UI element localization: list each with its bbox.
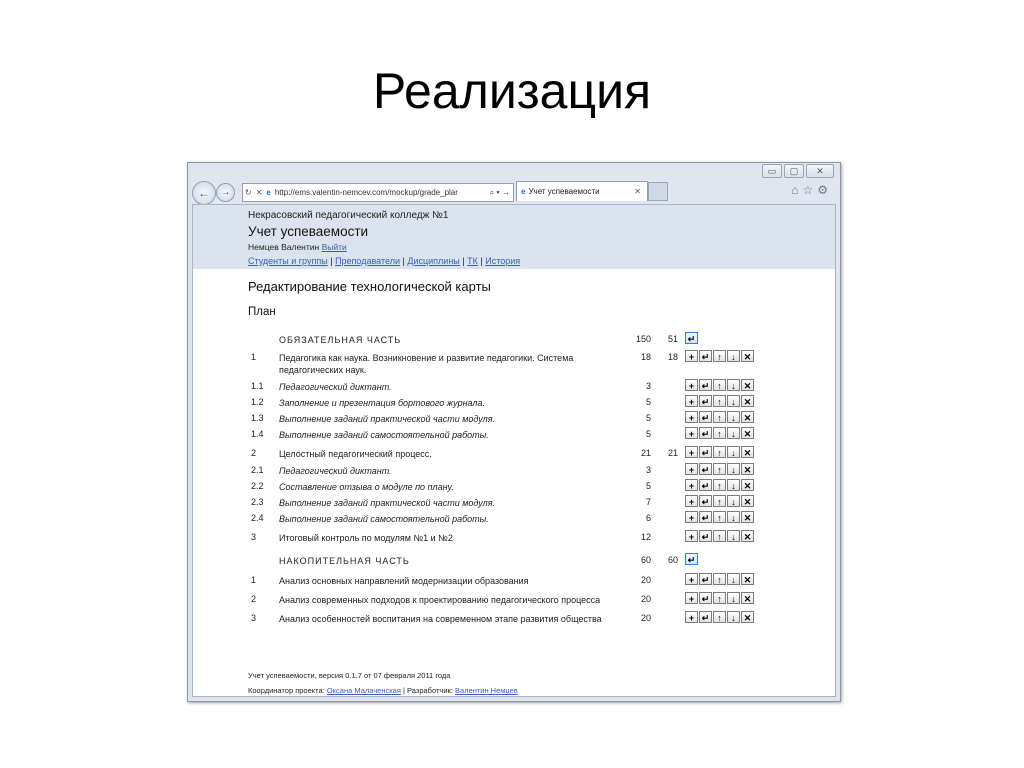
row-actions [685,379,754,391]
row-actions [685,611,754,623]
row-hours-sum: 18 [667,352,678,362]
move-up-button[interactable]: ↑ [713,511,726,523]
delete-button[interactable]: ✕ [741,495,754,507]
row-number: 2 [251,594,257,604]
address-tools [487,184,510,201]
move-down-button[interactable]: ↓ [727,411,740,423]
row-title: Выполнение заданий практической части модуля. [279,498,496,508]
row-actions [685,411,754,423]
move-down-button[interactable]: ↓ [727,463,740,475]
developer-link[interactable]: Валентин Немцев [454,686,518,695]
nav-separator: | [330,256,333,266]
enter-button[interactable]: ↵ [699,479,712,491]
add-button[interactable]: + [685,573,698,585]
move-down-button[interactable]: ↓ [727,530,740,542]
enter-button[interactable]: ↵ [699,511,712,523]
row-hours-total: 3 [645,465,651,475]
dropdown-icon[interactable]: ▾ [496,188,500,197]
search-icon[interactable]: ⌕ [489,188,495,197]
browser-tab[interactable] [516,181,648,201]
row-number: 2 [251,448,257,458]
row-hours-total: 60 [640,555,651,565]
browser-window [187,162,841,702]
site-title: Учет успеваемости [248,224,369,239]
page-heading: Редактирование технологической карты [248,279,491,294]
nav-history[interactable]: История [485,256,521,266]
move-up-button[interactable]: ↑ [713,573,726,585]
page-content [192,204,836,697]
minimize-button[interactable]: ▭ [762,164,782,178]
add-button[interactable]: + [685,611,698,623]
site-header [193,205,835,269]
add-button[interactable]: + [685,479,698,491]
browser-right-icons [791,183,832,197]
move-down-button[interactable]: ↓ [727,350,740,362]
favorites-icon[interactable]: ☆ [802,183,818,197]
delete-button[interactable]: ✕ [741,350,754,362]
row-title: НАКОПИТЕЛЬНАЯ ЧАСТЬ [279,556,410,566]
main-nav [248,256,520,266]
enter-button[interactable]: ↵ [685,553,698,565]
logout-link[interactable]: Выйти [321,242,347,252]
add-button[interactable]: + [685,411,698,423]
move-down-button[interactable]: ↓ [727,446,740,458]
add-button[interactable]: + [685,427,698,439]
row-number: 1.4 [251,429,264,439]
enter-button[interactable]: ↵ [699,379,712,391]
row-title: Анализ особенностей воспитания на современном этапе развития общества [279,614,602,624]
row-hours-total: 20 [640,575,651,585]
move-up-button[interactable]: ↑ [713,463,726,475]
row-title: Заполнение и презентация бортового журнала. [279,398,486,408]
nav-tk[interactable]: ТК [467,256,478,266]
row-title: Выполнение заданий самостоятельной работы. [279,514,489,524]
delete-button[interactable]: ✕ [741,395,754,407]
delete-button[interactable]: ✕ [741,446,754,458]
move-up-button[interactable]: ↑ [713,530,726,542]
go-icon[interactable]: → [502,188,510,197]
move-down-button[interactable]: ↓ [727,573,740,585]
row-number: 3 [251,613,257,623]
move-down-button[interactable]: ↓ [727,611,740,623]
move-up-button[interactable]: ↑ [713,495,726,507]
row-hours-total: 5 [645,413,651,423]
forward-button[interactable]: → [216,183,235,202]
row-number: 2.1 [251,465,264,475]
maximize-button[interactable]: ▢ [784,164,804,178]
user-name: Немцев Валентин [248,242,320,252]
row-hours-total: 150 [635,334,651,344]
row-hours-total: 20 [640,594,651,604]
footer-version: Учет успеваемости, версия 0.1.7 от 07 февраля 2011 года [248,671,451,680]
enter-button[interactable]: ↵ [699,495,712,507]
row-number: 3 [251,532,257,542]
delete-button[interactable]: ✕ [741,530,754,542]
row-title: Педагогический диктант. [279,466,392,476]
move-up-button[interactable]: ↑ [713,592,726,604]
enter-button[interactable]: ↵ [699,427,712,439]
row-title: Составление отзыва о модуле по плану. [279,482,454,492]
row-actions [685,427,754,439]
add-button[interactable]: + [685,463,698,475]
row-hours-total: 5 [645,429,651,439]
move-up-button[interactable]: ↑ [713,411,726,423]
move-up-button[interactable]: ↑ [713,395,726,407]
enter-button[interactable]: ↵ [699,411,712,423]
row-hours-sum: 21 [667,448,678,458]
enter-button[interactable]: ↵ [699,611,712,623]
move-down-button[interactable]: ↓ [727,395,740,407]
row-number: 1 [251,575,257,585]
move-up-button[interactable]: ↑ [713,379,726,391]
tab-ie-icon: e [521,187,526,196]
add-button[interactable]: + [685,511,698,523]
footer-separator: | [403,686,405,695]
nav-separator: | [480,256,483,266]
row-actions [685,332,698,344]
coordinator-label: Координатор проекта: [248,686,325,695]
user-line [248,242,347,252]
add-button[interactable]: + [685,350,698,362]
plan-heading: План [248,306,276,318]
row-title: Итоговый контроль по модулям №1 и №2 [279,533,453,543]
tab-close-icon[interactable]: ✕ [634,187,641,196]
address-bar[interactable] [242,183,514,202]
enter-button[interactable]: ↵ [699,463,712,475]
row-number: 1.2 [251,397,264,407]
gear-icon[interactable]: ⚙ [817,183,832,197]
add-button[interactable]: + [685,379,698,391]
row-actions [685,592,754,604]
row-number: 2.4 [251,513,264,523]
nav-separator: | [462,256,465,266]
refresh-icon[interactable]: ↻ [245,188,252,197]
close-window-button[interactable]: ✕ [806,164,834,178]
row-title: Выполнение заданий самостоятельной работы. [279,430,489,440]
enter-button[interactable]: ↵ [699,395,712,407]
row-number: 2.3 [251,497,264,507]
row-title: Выполнение заданий практической части модуля. [279,414,496,424]
row-actions [685,479,754,491]
delete-button[interactable]: ✕ [741,611,754,623]
back-button[interactable]: ← [192,181,216,205]
developer-label: Разработчик: [407,686,453,695]
row-title: Анализ современных подходов к проектированию педагогического процесса [279,595,601,605]
row-title: Педагогика как наука. Возникновение и развитие педагогики. Система педагогических наук. [279,353,574,375]
row-number: 2.2 [251,481,264,491]
move-up-button[interactable]: ↑ [713,446,726,458]
move-up-button[interactable]: ↑ [713,427,726,439]
move-up-button[interactable]: ↑ [713,479,726,491]
slide-title: Реализация [372,63,652,119]
window-controls [762,164,834,178]
row-actions [685,446,754,458]
row-title: Анализ основных направлений модернизации образования [279,576,529,586]
row-title: Целостный педагогический процесс. [279,449,432,459]
add-button[interactable]: + [685,395,698,407]
url-text[interactable]: http://ems.valentin-nemcev.com/mockup/grade_plar [274,188,458,197]
new-tab-button[interactable] [648,182,668,201]
tab-label: Учет успеваемости [528,187,600,196]
nav-teachers[interactable]: Преподаватели [335,256,400,266]
move-up-button[interactable]: ↑ [713,350,726,362]
delete-button[interactable]: ✕ [741,479,754,491]
row-actions [685,511,754,523]
enter-button[interactable]: ↵ [699,350,712,362]
row-actions [685,463,754,475]
footer-credits [248,686,518,695]
delete-button[interactable]: ✕ [741,463,754,475]
add-button[interactable]: + [685,446,698,458]
row-title: ОБЯЗАТЕЛЬНАЯ ЧАСТЬ [279,335,402,345]
row-number: 1.1 [251,381,264,391]
delete-button[interactable]: ✕ [741,511,754,523]
row-number: 1 [251,352,257,362]
add-button[interactable]: + [685,530,698,542]
browser-toolbar [192,181,836,203]
enter-button[interactable]: ↵ [685,332,698,344]
row-actions [685,495,754,507]
nav-separator: | [402,256,405,266]
row-hours-total: 20 [640,613,651,623]
move-down-button[interactable]: ↓ [727,427,740,439]
home-icon[interactable]: ⌂ [791,183,803,197]
row-actions [685,350,754,362]
move-down-button[interactable]: ↓ [727,379,740,391]
delete-button[interactable]: ✕ [741,573,754,585]
row-hours-total: 7 [645,497,651,507]
move-down-button[interactable]: ↓ [727,479,740,491]
nav-disciplines[interactable]: Дисциплины [407,256,460,266]
enter-button[interactable]: ↵ [699,573,712,585]
row-hours-sum: 60 [667,555,678,565]
row-hours-total: 18 [640,352,651,362]
move-down-button[interactable]: ↓ [727,495,740,507]
move-up-button[interactable]: ↑ [713,611,726,623]
row-actions [685,395,754,407]
row-hours-total: 12 [640,532,651,542]
row-hours-total: 6 [645,513,651,523]
ie-icon: e [266,188,271,197]
enter-button[interactable]: ↵ [699,446,712,458]
row-actions [685,573,754,585]
coordinator-link[interactable]: Оксана Малаченская [326,686,401,695]
delete-button[interactable]: ✕ [741,427,754,439]
enter-button[interactable]: ↵ [699,592,712,604]
enter-button[interactable]: ↵ [699,530,712,542]
nav-students[interactable]: Студенты и группы [248,256,328,266]
row-hours-total: 21 [640,448,651,458]
row-actions [685,553,698,565]
row-actions [685,530,754,542]
move-down-button[interactable]: ↓ [727,592,740,604]
row-title: Педагогический диктант. [279,382,392,392]
delete-button[interactable]: ✕ [741,592,754,604]
row-hours-total: 5 [645,397,651,407]
row-number: 1.3 [251,413,264,423]
delete-button[interactable]: ✕ [741,379,754,391]
add-button[interactable]: + [685,592,698,604]
college-name: Некрасовский педагогический колледж №1 [248,210,449,221]
row-hours-total: 5 [645,481,651,491]
delete-button[interactable]: ✕ [741,411,754,423]
move-down-button[interactable]: ↓ [727,511,740,523]
add-button[interactable]: + [685,495,698,507]
row-hours-total: 3 [645,381,651,391]
stop-icon[interactable]: ✕ [255,188,263,197]
row-hours-sum: 51 [667,334,678,344]
